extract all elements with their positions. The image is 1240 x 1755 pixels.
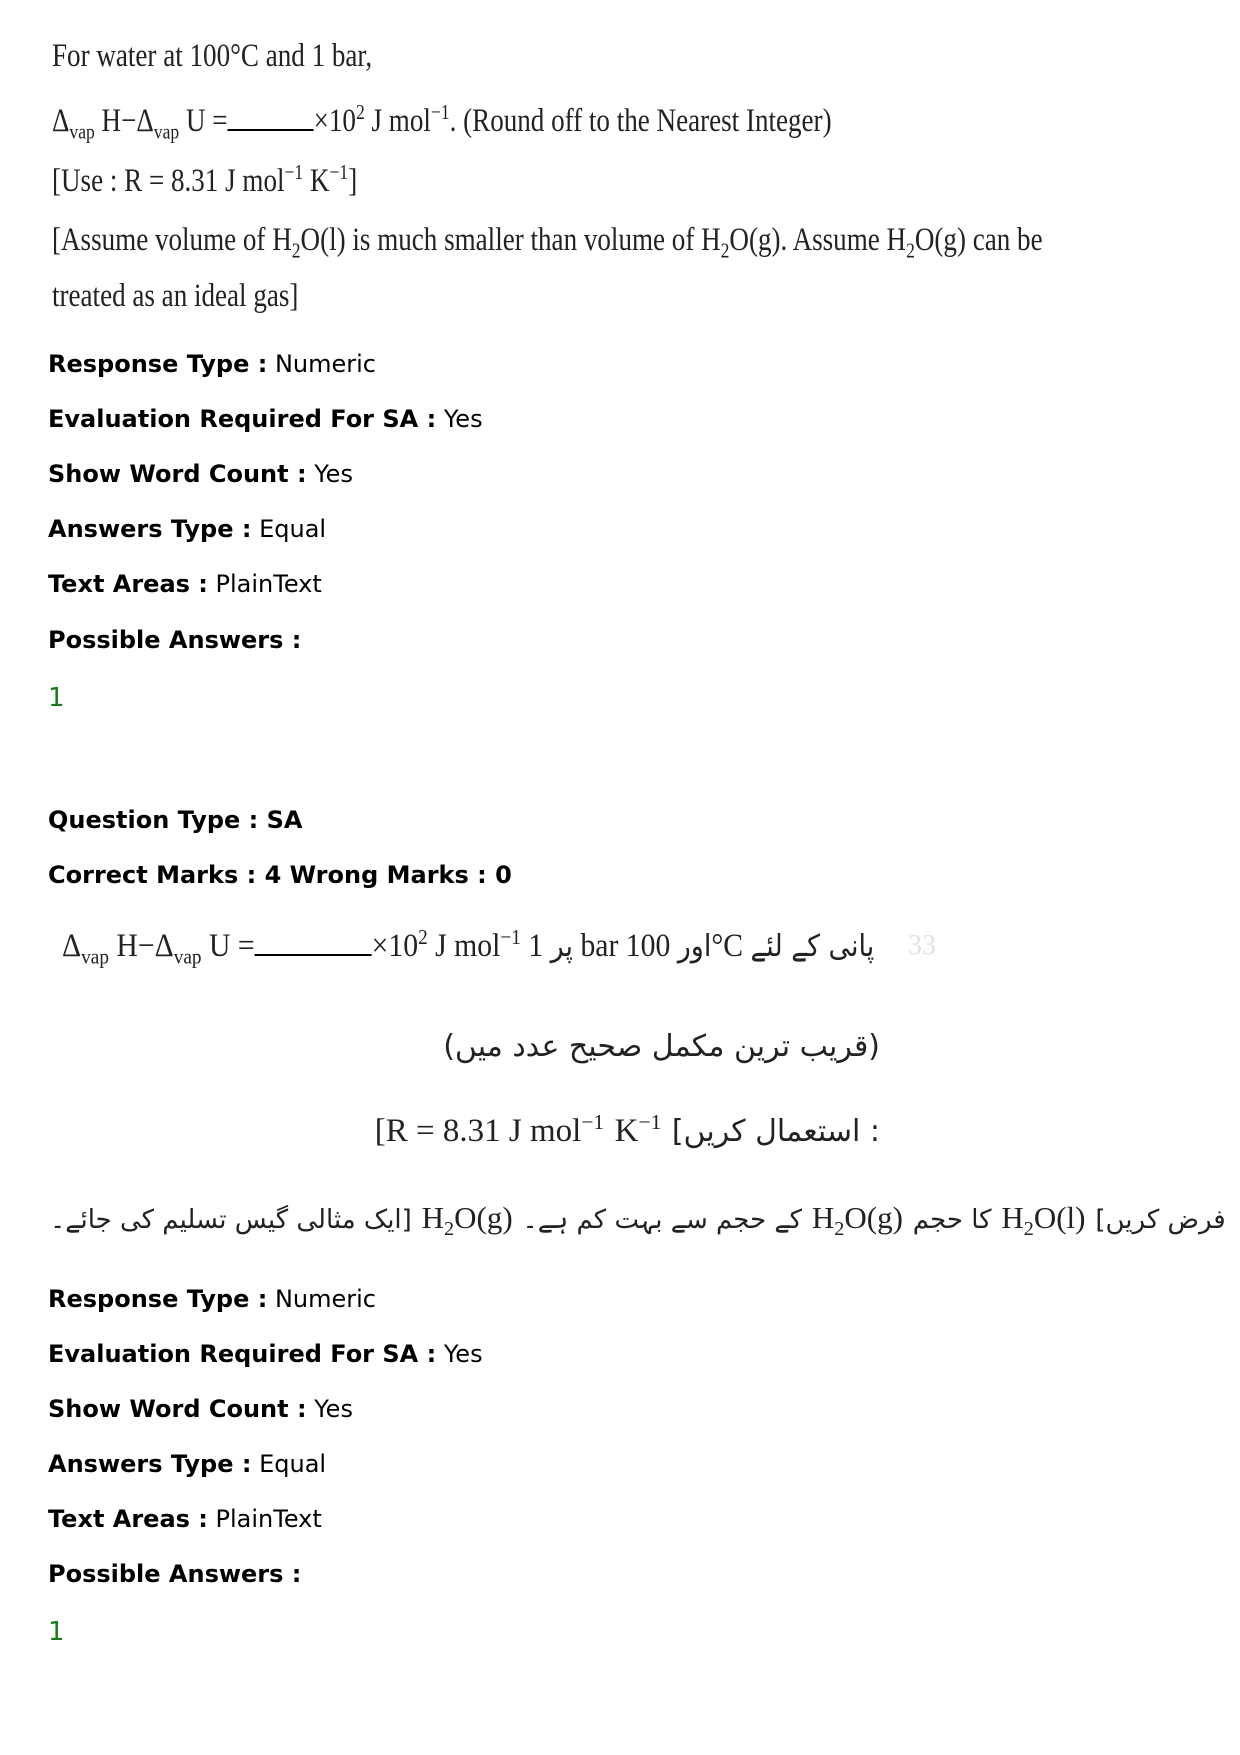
show-word-count-2: Show Word Count : Yes: [48, 1395, 353, 1423]
q2-rounding-note: (قریب ترین مکمل صحیح عدد میں): [443, 1029, 880, 1064]
response-type-2: Response Type : Numeric: [48, 1285, 376, 1313]
question-type: Question Type : SA: [48, 806, 303, 834]
show-word-count: Show Word Count : Yes: [48, 460, 353, 488]
response-type: Response Type : Numeric: [48, 350, 376, 378]
text-areas: Text Areas : PlainText: [48, 570, 322, 598]
text-areas-2: Text Areas : PlainText: [48, 1505, 322, 1533]
possible-answer-value: 1: [48, 683, 65, 713]
q2-assumption: [ایک مثالی گیس تسلیم کی جائے۔ $H_2O(g)$ کے حجم سے بہت کم ہے۔ $H_2O(g)$ کا حجم $H_2O(l)$ فرض کریں]: [50, 1200, 1226, 1241]
q1-equation: $\Delta_{vap}$ $H-\Delta_{vap}$ $U = \times 10^2$ J mol$^{-1}$. (Round off to the Nearest Integer): [52, 100, 832, 144]
marks: Correct Marks : 4 Wrong Marks : 0: [48, 861, 512, 889]
question-number: 33: [908, 930, 936, 961]
possible-answers-label: Possible Answers :: [48, 626, 302, 654]
q2-equation: $\Delta_{vap}$ $H-\Delta_{vap}$ $U = \times 10^2$ J mol$^{-1}$ پر 1 bar اور 100°C پانی کے لئے: [62, 925, 875, 969]
evaluation-required: Evaluation Required For SA : Yes: [48, 405, 483, 433]
possible-answer-value-2: 1: [48, 1617, 65, 1647]
answer-blank: [228, 105, 314, 131]
answers-type: Answers Type : Equal: [48, 515, 327, 543]
q1-assumption: [Assume volume of $H_2O(l)$ is much smaller than volume of $H_2O(g)$. Assume $H_2O(g)$ can be: [52, 222, 1043, 263]
q1-assumption-cont: treated as an ideal gas]: [52, 278, 299, 314]
possible-answers-label-2: Possible Answers :: [48, 1560, 302, 1588]
q2-use-constant: [R = 8.31 J mol$^{-1}$ $K^{-1}$ : استعمال کریں]: [374, 1110, 880, 1149]
q1-intro: For water at 100°C and 1 bar,: [52, 38, 373, 74]
evaluation-required-2: Evaluation Required For SA : Yes: [48, 1340, 483, 1368]
q1-use-constant: [Use : R = 8.31 J mol$^{-1}$ $K^{-1}$]: [52, 160, 358, 199]
answers-type-2: Answers Type : Equal: [48, 1450, 327, 1478]
